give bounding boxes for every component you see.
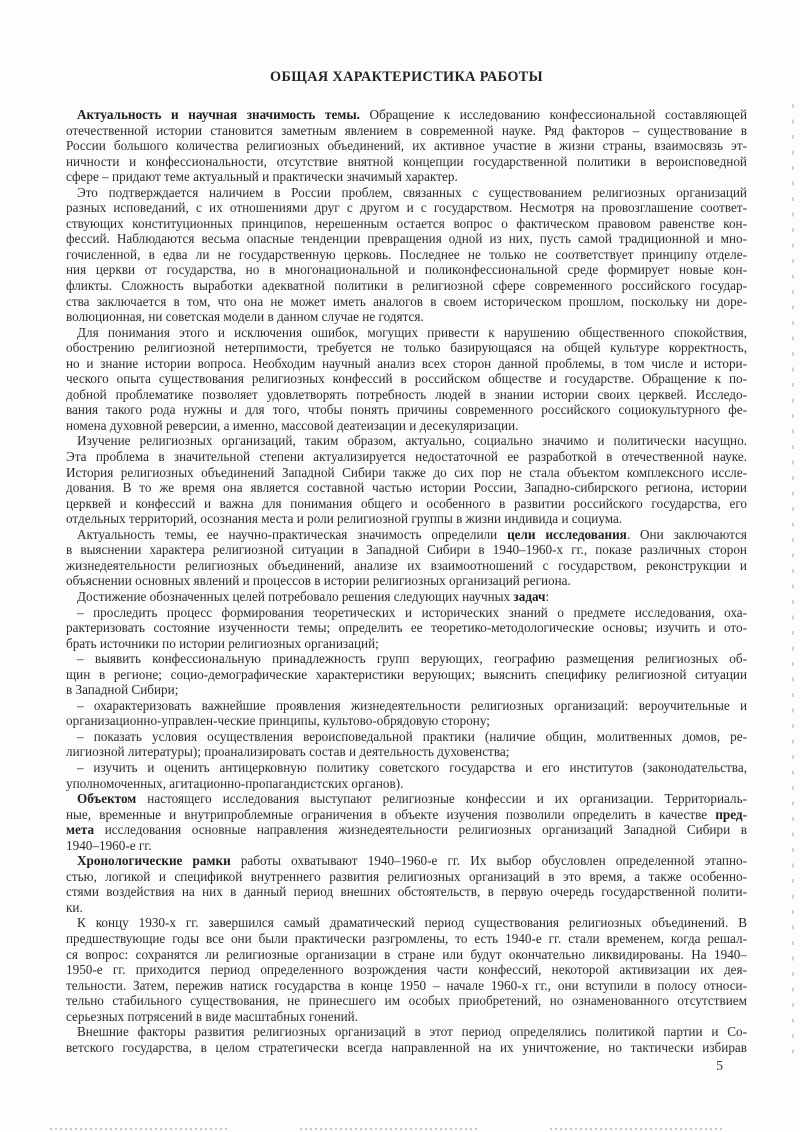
text-line: К концу 1930-х гг. завершился самый драматический период существования религиозных объединений. В <box>77 915 747 931</box>
text-line: брать источники по истории религиозных организаций; <box>66 635 379 651</box>
text-line: ния церкви от государства, но в многонациональной и поликонфессиональной среде формирует новые кон- <box>66 262 747 278</box>
paragraph-13 <box>66 853 747 915</box>
text-line: Внешние факторы развития религиозных организаций в этот период определялись политикой партии и Со- <box>77 1024 747 1040</box>
text-line: 1950-е гг. приходится период определенного возрождения части конфессий, некоторой активизации их дея- <box>66 962 747 978</box>
paragraph-3 <box>66 325 747 434</box>
text-line: церквей и конфессий и важна для понимания общего и особенного в развитии российского государства, его <box>66 495 747 511</box>
scan-artifact-right-edge <box>792 104 794 1056</box>
text-line: Эта проблема в значительной степени актуализируется недостаточной ее разработкой в отечественной науке. <box>66 449 747 465</box>
scan-artifact-bottom-right <box>550 1128 725 1130</box>
paragraph-8 <box>66 651 747 698</box>
paragraph-4 <box>66 433 747 526</box>
text-line: ства заключается в том, что она не может иметь аналогов в своем историческом прошлом, поскольку ни доре- <box>66 293 747 309</box>
paragraph-2 <box>66 185 747 325</box>
paragraph-12 <box>66 791 747 853</box>
text-line: вания такого рода нужны и для того, чтобы понять причины современного российского социокультурного фе- <box>66 402 747 418</box>
text-line: фессий. Наблюдаются весьма опасные тенденции превращения одной из них, пусть самой традиционной и мно- <box>66 231 747 247</box>
text-line: отдельных территорий, осознания места и роли религиозной группы в жизни индивида и социума. <box>66 511 623 527</box>
text-line: уполномоченных, агитационно-пропагандистских органов). <box>66 775 404 791</box>
paragraph-10 <box>66 729 747 760</box>
paragraph-5 <box>66 527 747 589</box>
document-body <box>66 107 747 1055</box>
text-line: номена духовной реверсии, а именно, массовой деатеизации и десекуляризации. <box>66 417 519 433</box>
text-line: Это подтверждается наличием в России проблем, связанных с существованием религиозных организаций <box>77 184 747 200</box>
text-line: но и знание истории вопроса. Необходим научный анализ всех сторон данной проблемы, в том числе и истори- <box>66 355 747 371</box>
text-line: ствующих конституционных принципов, нерешенным остается вопрос о фактическом правовом равенстве кон- <box>66 215 747 231</box>
paragraph-6 <box>66 589 747 605</box>
text-line: Хронологические рамки работы охватывают 1940–1960-е гг. Их выбор обусловлен определенной этапно- <box>77 853 747 869</box>
text-line: ные, временные и внутрипроблемные ограничения в объекте изучения позволили определить в качестве пред- <box>66 806 747 822</box>
text-line: обострению религиозной нетерпимости, требуется не только базирующаяся на общей культуре корректность, <box>66 340 747 356</box>
page-number <box>66 1058 747 1074</box>
text-line: стью, логикой и спецификой внутреннего развития религиозных организаций в это время, а также особенно- <box>66 868 747 884</box>
text-line: дования. В то же время она является составной частью истории России, Западно-сибирского региона, истории <box>66 480 747 496</box>
paragraph-15 <box>66 1024 747 1055</box>
page-title: ОБЩАЯ ХАРАКТЕРИСТИКА РАБОТЫ <box>270 69 543 85</box>
text-line: ничности и конфессиональности, отсутствие внятной концепции государственной политики в вероисповедной <box>66 153 747 169</box>
text-line: – изучить и оценить антицерковную политику советского государства и его институтов (законодательства, <box>77 759 747 775</box>
text-line: добной проблематике позволяет удовлетворять потребность людей в знании истории своих церквей. Исследо- <box>66 386 747 402</box>
text-line: – проследить процесс формирования теоретических и исторических знаний о предмете исследования, оха- <box>77 604 747 620</box>
scan-artifact-bottom-center <box>300 1128 480 1130</box>
text-line: в Западной Сибири; <box>66 682 179 698</box>
text-line: Актуальность темы, ее научно-практическая значимость определили цели исследования. Они заключаются <box>77 526 747 542</box>
text-line: Изучение религиозных организаций, таким образом, актуально, социально значимо и политически насущно. <box>77 433 747 449</box>
text-line: 1940–1960-е гг. <box>66 837 152 853</box>
paragraph-1 <box>66 107 747 185</box>
text-line: организационно-управлен-ческие принципы, культово-обрядовую сторону; <box>66 713 490 729</box>
text-line: – показать условия осуществления вероисповедальной практики (наличие общин, молитвенных домов, ре- <box>77 728 747 744</box>
text-line: мета исследования основные направления жизнедеятельности религиозных организаций Западной Сибири в <box>66 822 747 838</box>
text-line: стями воздействия на них в данный период внешних обстоятельств, в первую очередь государственной полити- <box>66 884 747 900</box>
page-number-value: 5 <box>716 1058 723 1073</box>
text-line: волюционная, ни советская модели в данном случае не годятся. <box>66 309 424 325</box>
text-line: Достижение обозначенных целей потребовало решения следующих научных задач: <box>77 588 550 604</box>
text-line: предшествующие годы все они были практически разгромлены, то есть 1940-е гг. стали временем, когда решал- <box>66 930 747 946</box>
text-line: отечественной истории становится заметным явлением в современной науке. Ряд факторов – существование в <box>66 122 747 138</box>
text-line: объяснении основных явлений и процессов в истории религиозных организаций региона. <box>66 573 571 589</box>
text-line: ветского государства, в целом стратегически всегда направленной на их уничтожение, но тактически избирав <box>66 1039 747 1055</box>
text-line: лигиозной литературы); проанализировать состав и деятельность духовенства; <box>66 744 510 760</box>
text-line: ки. <box>66 899 83 915</box>
text-line: рактеризовать состояние изученности темы; определить ее теоретико-методологические основы; изучить и ото- <box>66 620 747 636</box>
text-line: жизнедеятельности религиозных объединений, анализе их взаимоотношений с государством, реконструкции и <box>66 557 747 573</box>
text-line: Для понимания этого и исключения ошибок, могущих привести к нарушению общественного спокойствия, <box>77 324 747 340</box>
text-line: Объектом настоящего исследования выступают религиозные конфессии и их организации. Территориаль- <box>77 791 747 807</box>
text-line: в выяснении характера религиозной ситуации в Западной Сибири в 1940–1960-х гг., показе различных сторон <box>66 542 747 558</box>
text-line: сфере – придают теме актуальный и практически значимый характер. <box>66 169 458 185</box>
text-line: тельно стабильного существования, не принесшего им особых приобретений, но ознаменованного отсутствием <box>66 993 747 1009</box>
paragraph-9 <box>66 698 747 729</box>
paragraph-14 <box>66 915 747 1024</box>
text-line: Актуальность и научная значимость темы. Обращение к исследованию конфессиональной составляющей <box>77 107 747 122</box>
paragraph-7 <box>66 605 747 652</box>
text-line: щин в регионе; социо-демографические характеристики верующих; выяснить специфику религиозной ситуации <box>66 666 747 682</box>
text-line: гочисленной, в едва ли не государственную церковь. Последнее не только не соответствует принципу отделе- <box>66 246 747 262</box>
text-line: фликты. Сложность выработки адекватной политики в религиозной сфере современного российского государ- <box>66 278 747 294</box>
text-line: России большого количества религиозных объединений, их активное участие в жизни страны, взаимосвязь эт- <box>66 138 747 154</box>
text-line: ся вопрос: сохранятся ли религиозные организации в стране или будут окончательно ликвидированы. На 1940– <box>66 946 747 962</box>
text-line: ческого опыта существования религиозных конфессий в российском обществе и государстве. Обращение к по- <box>66 371 747 387</box>
paragraph-11 <box>66 760 747 791</box>
text-line: – охарактеризовать важнейшие проявления жизнедеятельности религиозных организаций: вероучительные и <box>77 697 747 713</box>
text-line: – выявить конфессиональную принадлежность групп верующих, географию размещения религиозных об- <box>77 651 747 667</box>
scan-artifact-bottom-left <box>50 1128 230 1130</box>
text-line: разных исповеданий, с их отношениями друг с другом и с государством. Несмотря на провозглашение соответ- <box>66 200 747 216</box>
text-line: История религиозных объединений Западной Сибири также до сих пор не стала объектом комплексного иссле- <box>66 464 747 480</box>
text-line: тельности. Затем, пережив натиск государства в конце 1950 – начале 1960-х гг., они вступили в полосу относи- <box>66 977 747 993</box>
text-line: серьезных потрясений в виде масштабных гонений. <box>66 1008 359 1024</box>
